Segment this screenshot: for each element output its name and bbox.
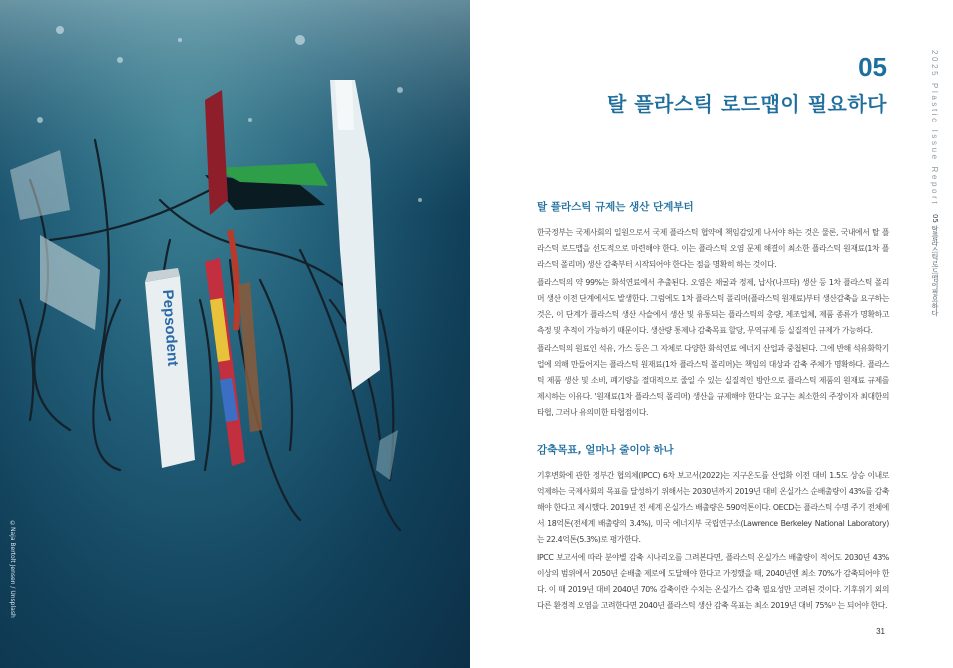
svg-text:Pepsodent: Pepsodent — [159, 289, 182, 367]
cover-photo — [0, 0, 470, 668]
section-production-regulation — [537, 199, 889, 423]
toothpaste-tube-icon — [145, 268, 195, 468]
paragraph: 기후변화에 관한 정부간 협의체(IPCC) 6차 보고서(2022)는 지구온도를 산업화 이전 대비 1.5도 상승 이내로 억제하는 국제사회의 목표를 달성하기 위해서는 2030년까지 2019년 대비 온실가스 순배출량이 43%를 감축해야 한다고 제시했다. 2019년 전 세계 온실가스 배출량은 590억톤이다. OECD는 플라스틱 수명 주기 전체에서 18억톤(전세계 배출량의 3.4%), 미국 에너지부 국립연구소(Lawrence Berkeley National Laboratory)는 22.4억톤(5.3%)로 평가한다. — [537, 471, 889, 544]
section-heading: 탈 플라스틱 규제는 생산 단계부터 — [537, 201, 694, 213]
paragraph: 한국정부는 국제사회의 일원으로서 국제 플라스틱 협약에 책임감있게 나서야 하는 것은 물론, 국내에서 탈 플라스틱 로드맵을 선도적으로 마련해야 한다. 이는 플라스틱 오염 문제 해결이 최소한 플라스틱 원재료(1차 플라스틱 폴리머) 생산 감축부터 시작되어야 한다는 점을 명확히 하는 것이다. — [537, 228, 889, 269]
section-heading: 감축목표, 얼마나 줄이야 하나 — [537, 444, 674, 456]
plastic-cup-icon — [40, 235, 100, 330]
chapter-title: 탈 플라스틱 로드맵이 필요하다 — [606, 92, 887, 116]
chapter-number: 05 — [858, 52, 887, 82]
page-number: 31 — [876, 627, 885, 636]
side-report-title: 2025 Plastic Issue Report — [930, 50, 939, 207]
paragraph: 플라스틱의 원료인 석유, 가스 등은 그 자체로 다양한 화석연료 에너지 산업과 중첩된다. 그에 반해 석유화학기업에 의해 만들어지는 플라스틱 원재료(1차 플라스틱 폴리머)는 책임의 대상과 감축 주체가 명확하다. 플라스틱 제품 생산 및 소비, 폐기량을 절대적으로 줄일 수 있는 실질적인 방안으로 플라스틱 제품의 원재료 규제를 제시하는 이유다. '원재료(1차 플라스틱 폴리머) 생산을 규제해야 한다'는 요구는 최소한의 주장이자 최대한의 타협, 그러나 유의미한 타협점이다. — [537, 344, 889, 417]
side-section-title: 05 탈플라스틱로드맵이필요하다 — [931, 214, 939, 317]
photo-credit: ©Naja Bertolt Jensen / Unsplash — [9, 520, 16, 618]
paragraph: IPCC 보고서에 따라 분야별 감축 시나리오를 그려본다면, 플라스틱 온실가스 배출량이 적어도 2030년 43% 이상의 범위에서 2050년 순배출 제로에 도달해야 한다고 가정했을 때, 2040년엔 최소 70%가 감축되어야 한다. 이 때 2019년 대비 2040년 70% 감축이란 수치는 온실가스 감축 필요성만 고려된 것이다. 기후위기 외의 다른 환경적 오염을 고려한다면 2040년 플라스틱 생산 감축 목표는 최소 2019년 대비 75%¹⁾ 는 되어야 한다. — [537, 553, 889, 610]
plastic-waste-illustration — [0, 0, 470, 668]
paragraph: 플라스틱의 약 99%는 화석연료에서 추출된다. 오염은 채굴과 정제, 납사(나프타) 생산 등 1차 플라스틱 폴리머 생산 이전 단계에서도 발생한다. 그럼에도 1차 플라스틱 폴리머(플라스틱 원재료)부터 생산감축을 요구하는 것은, 이 단계가 플라스틱 생산 사슬에서 생산 및 유통되는 플라스틱의 총량, 제조업체, 제품 종류가 명확하고 측정 및 추적이 가능하기 때문이다. 생산량 통제나 감축목표 할당, 무역규제 등 실질적인 규제가 가능하다. — [537, 278, 889, 335]
section-reduction-target — [537, 442, 889, 616]
